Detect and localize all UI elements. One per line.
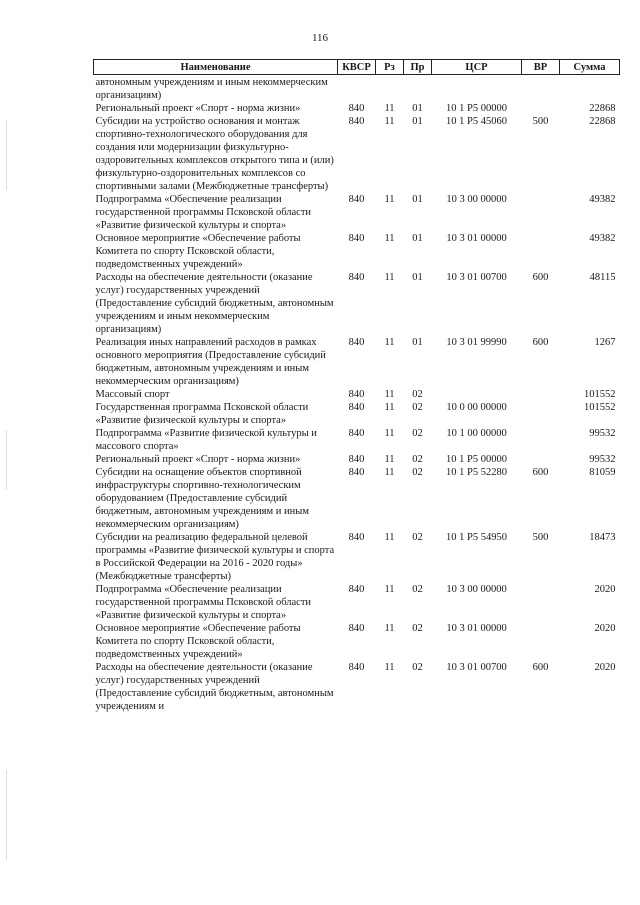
cell-name: автономным учреждениям и иным некоммерческим организациям) bbox=[95, 77, 328, 101]
cell-rz: 11 bbox=[384, 662, 395, 673]
cell-pr: 02 bbox=[412, 454, 423, 465]
cell-kvsr bbox=[338, 75, 376, 103]
cell-pr: 02 bbox=[412, 584, 423, 595]
cell-csr: 10 1 P5 54950 bbox=[446, 532, 507, 543]
page-number: 116 bbox=[311, 32, 329, 44]
cell-rz: 11 bbox=[384, 116, 395, 127]
cell-kvsr: 840 bbox=[348, 116, 365, 127]
cell-pr: 02 bbox=[412, 467, 423, 478]
cell-rz: 11 bbox=[384, 623, 395, 634]
cell-csr: 10 3 00 00000 bbox=[446, 194, 507, 205]
cell-kvsr: 840 bbox=[348, 662, 365, 673]
cell-pr: 02 bbox=[412, 623, 423, 634]
table-row bbox=[94, 336, 620, 388]
cell-vr: 500 bbox=[532, 532, 549, 543]
cell-name: Расходы на обеспечение деятельности (оказание услуг) государственных учреждений (Предоставление субсидий бюджетным, автономным учреждениям и bbox=[95, 662, 334, 712]
cell-csr: 10 1 P5 52280 bbox=[446, 467, 507, 478]
cell-pr: 02 bbox=[412, 532, 423, 543]
cell-sum: 101552 bbox=[584, 402, 616, 413]
cell-name: Подпрограмма «Развитие физической культуры и массового спорта» bbox=[95, 428, 317, 452]
cell-vr bbox=[522, 75, 560, 103]
cell-vr bbox=[522, 388, 560, 401]
cell-rz: 11 bbox=[384, 584, 395, 595]
cell-csr: 10 3 01 00700 bbox=[446, 662, 507, 673]
cell-sum: 1267 bbox=[594, 337, 616, 348]
cell-kvsr: 840 bbox=[348, 467, 365, 478]
cell-kvsr: 840 bbox=[348, 402, 365, 413]
cell-sum: 2020 bbox=[594, 623, 616, 634]
cell-csr: 10 1 P5 00000 bbox=[446, 454, 507, 465]
header-row bbox=[94, 60, 620, 75]
cell-vr: 600 bbox=[532, 272, 549, 283]
header-pr: Пр bbox=[404, 60, 432, 75]
cell-pr: 01 bbox=[412, 233, 423, 244]
cell-sum: 2020 bbox=[594, 662, 616, 673]
cell-kvsr: 840 bbox=[348, 337, 365, 348]
cell-vr: 600 bbox=[532, 467, 549, 478]
scan-margin-line bbox=[6, 770, 7, 860]
cell-vr bbox=[522, 102, 560, 115]
table-row bbox=[94, 622, 620, 661]
scan-margin-line bbox=[6, 430, 7, 490]
header-kvsr: КВСР bbox=[338, 60, 376, 75]
cell-sum: 99532 bbox=[589, 428, 616, 439]
cell-rz: 11 bbox=[384, 428, 395, 439]
table-row bbox=[94, 427, 620, 453]
cell-pr: 01 bbox=[412, 103, 423, 114]
table-row bbox=[94, 401, 620, 427]
cell-name: Региональный проект «Спорт - норма жизни» bbox=[95, 103, 301, 114]
cell-csr bbox=[432, 75, 522, 103]
table-body bbox=[94, 75, 620, 714]
cell-pr bbox=[404, 75, 432, 103]
table-row bbox=[94, 453, 620, 466]
cell-pr: 02 bbox=[412, 428, 423, 439]
cell-csr: 10 3 01 00000 bbox=[446, 623, 507, 634]
cell-csr: 10 3 01 00700 bbox=[446, 272, 507, 283]
cell-pr: 01 bbox=[412, 337, 423, 348]
cell-kvsr: 840 bbox=[348, 272, 365, 283]
cell-sum bbox=[560, 75, 620, 103]
cell-csr: 10 0 00 00000 bbox=[446, 402, 507, 413]
table-row bbox=[94, 661, 620, 713]
cell-sum: 22868 bbox=[589, 103, 616, 114]
cell-name: Подпрограмма «Обеспечение реализации государственной программы Псковской области «Развитие физической культуры и спорта» bbox=[95, 584, 312, 621]
cell-vr bbox=[522, 427, 560, 453]
cell-vr: 500 bbox=[532, 116, 549, 127]
cell-csr: 10 1 00 00000 bbox=[446, 428, 507, 439]
cell-name: Региональный проект «Спорт - норма жизни» bbox=[95, 454, 301, 465]
cell-name: Субсидии на оснащение объектов спортивной инфраструктуры спортивно-технологическим оборудованием (Предоставление субсидий бюджетным, автономным учреждениям и иным некоммерческим организациям) bbox=[95, 467, 309, 530]
cell-sum: 2020 bbox=[594, 584, 616, 595]
cell-kvsr: 840 bbox=[348, 389, 365, 400]
cell-pr: 02 bbox=[412, 402, 423, 413]
cell-name: Основное мероприятие «Обеспечение работы Комитета по спорту Псковской области, подведомственных учреждений» bbox=[95, 233, 301, 270]
cell-vr bbox=[522, 622, 560, 661]
cell-sum: 18473 bbox=[589, 532, 616, 543]
header-sum: Сумма bbox=[560, 60, 620, 75]
cell-rz: 11 bbox=[384, 402, 395, 413]
cell-vr bbox=[522, 401, 560, 427]
cell-kvsr: 840 bbox=[348, 532, 365, 543]
cell-kvsr: 840 bbox=[348, 454, 365, 465]
cell-kvsr: 840 bbox=[348, 428, 365, 439]
cell-rz: 11 bbox=[384, 194, 395, 205]
cell-rz: 11 bbox=[384, 467, 395, 478]
cell-kvsr: 840 bbox=[348, 623, 365, 634]
cell-rz bbox=[376, 75, 404, 103]
cell-csr: 10 1 P5 00000 bbox=[446, 103, 507, 114]
cell-csr: 10 3 00 00000 bbox=[446, 584, 507, 595]
cell-sum: 99532 bbox=[589, 454, 616, 465]
cell-name: Подпрограмма «Обеспечение реализации государственной программы Псковской области «Развитие физической культуры и спорта» bbox=[95, 194, 312, 231]
cell-pr: 02 bbox=[412, 389, 423, 400]
cell-rz: 11 bbox=[384, 233, 395, 244]
cell-name: Субсидии на устройство основания и монтаж спортивно-технологического оборудования для создания или модернизации физкультурно-оздоровительных комплексов открытого типа и (или) физкультурно-оздоровительных комплексов со спортивными залами (Межбюджетные трансферты) bbox=[95, 116, 334, 192]
scan-margin-line bbox=[6, 120, 7, 190]
cell-csr: 10 3 01 00000 bbox=[446, 233, 507, 244]
cell-csr bbox=[432, 388, 522, 401]
cell-kvsr: 840 bbox=[348, 233, 365, 244]
cell-sum: 49382 bbox=[589, 194, 616, 205]
cell-rz: 11 bbox=[384, 337, 395, 348]
cell-csr: 10 3 01 99990 bbox=[446, 337, 507, 348]
cell-vr: 600 bbox=[532, 337, 549, 348]
table-row bbox=[94, 232, 620, 271]
cell-vr bbox=[522, 232, 560, 271]
cell-pr: 02 bbox=[412, 662, 423, 673]
cell-name: Реализация иных направлений расходов в рамках основного мероприятия (Предоставление субсидий бюджетным, автономным учреждениям и иным некоммерческим организациям) bbox=[95, 337, 326, 387]
header-rz: Рз bbox=[376, 60, 404, 75]
cell-rz: 11 bbox=[384, 103, 395, 114]
cell-kvsr: 840 bbox=[348, 103, 365, 114]
table-row bbox=[94, 115, 620, 193]
cell-kvsr: 840 bbox=[348, 584, 365, 595]
cell-vr bbox=[522, 583, 560, 622]
cell-csr: 10 1 P5 45060 bbox=[446, 116, 507, 127]
cell-name: Расходы на обеспечение деятельности (оказание услуг) государственных учреждений (Предоставление субсидий бюджетным, автономным учреждениям и иным некоммерческим организациям) bbox=[95, 272, 334, 335]
cell-pr: 01 bbox=[412, 194, 423, 205]
cell-vr: 600 bbox=[532, 662, 549, 673]
budget-table bbox=[93, 59, 620, 713]
table-row bbox=[94, 102, 620, 115]
table-header bbox=[94, 60, 620, 75]
cell-vr bbox=[522, 193, 560, 232]
cell-vr bbox=[522, 453, 560, 466]
table-row bbox=[94, 583, 620, 622]
table-row bbox=[94, 388, 620, 401]
cell-kvsr: 840 bbox=[348, 194, 365, 205]
cell-rz: 11 bbox=[384, 272, 395, 283]
cell-sum: 101552 bbox=[584, 389, 616, 400]
cell-sum: 48115 bbox=[589, 272, 616, 283]
cell-name: Основное мероприятие «Обеспечение работы Комитета по спорту Псковской области, подведомственных учреждений» bbox=[95, 623, 301, 660]
cell-rz: 11 bbox=[384, 389, 395, 400]
cell-rz: 11 bbox=[384, 532, 395, 543]
header-csr: ЦСР bbox=[432, 60, 522, 75]
cell-sum: 49382 bbox=[589, 233, 616, 244]
table-row bbox=[94, 531, 620, 583]
table-row bbox=[94, 75, 620, 103]
table-row bbox=[94, 271, 620, 336]
cell-name: Субсидии на реализацию федеральной целевой программы «Развитие физической культуры и спорта в Российской Федерации на 2016 - 2020 годы» (Межбюджетные трансферты) bbox=[95, 532, 335, 582]
cell-pr: 01 bbox=[412, 116, 423, 127]
header-vr: ВР bbox=[522, 60, 560, 75]
cell-sum: 81059 bbox=[589, 467, 616, 478]
cell-name: Государственная программа Псковской области «Развитие физической культуры и спорта» bbox=[95, 402, 309, 426]
header-name: Наименование bbox=[94, 60, 338, 75]
table-row bbox=[94, 466, 620, 531]
cell-rz: 11 bbox=[384, 454, 395, 465]
cell-pr: 01 bbox=[412, 272, 423, 283]
table-row bbox=[94, 193, 620, 232]
cell-name: Массовый спорт bbox=[95, 389, 170, 400]
cell-sum: 22868 bbox=[589, 116, 616, 127]
